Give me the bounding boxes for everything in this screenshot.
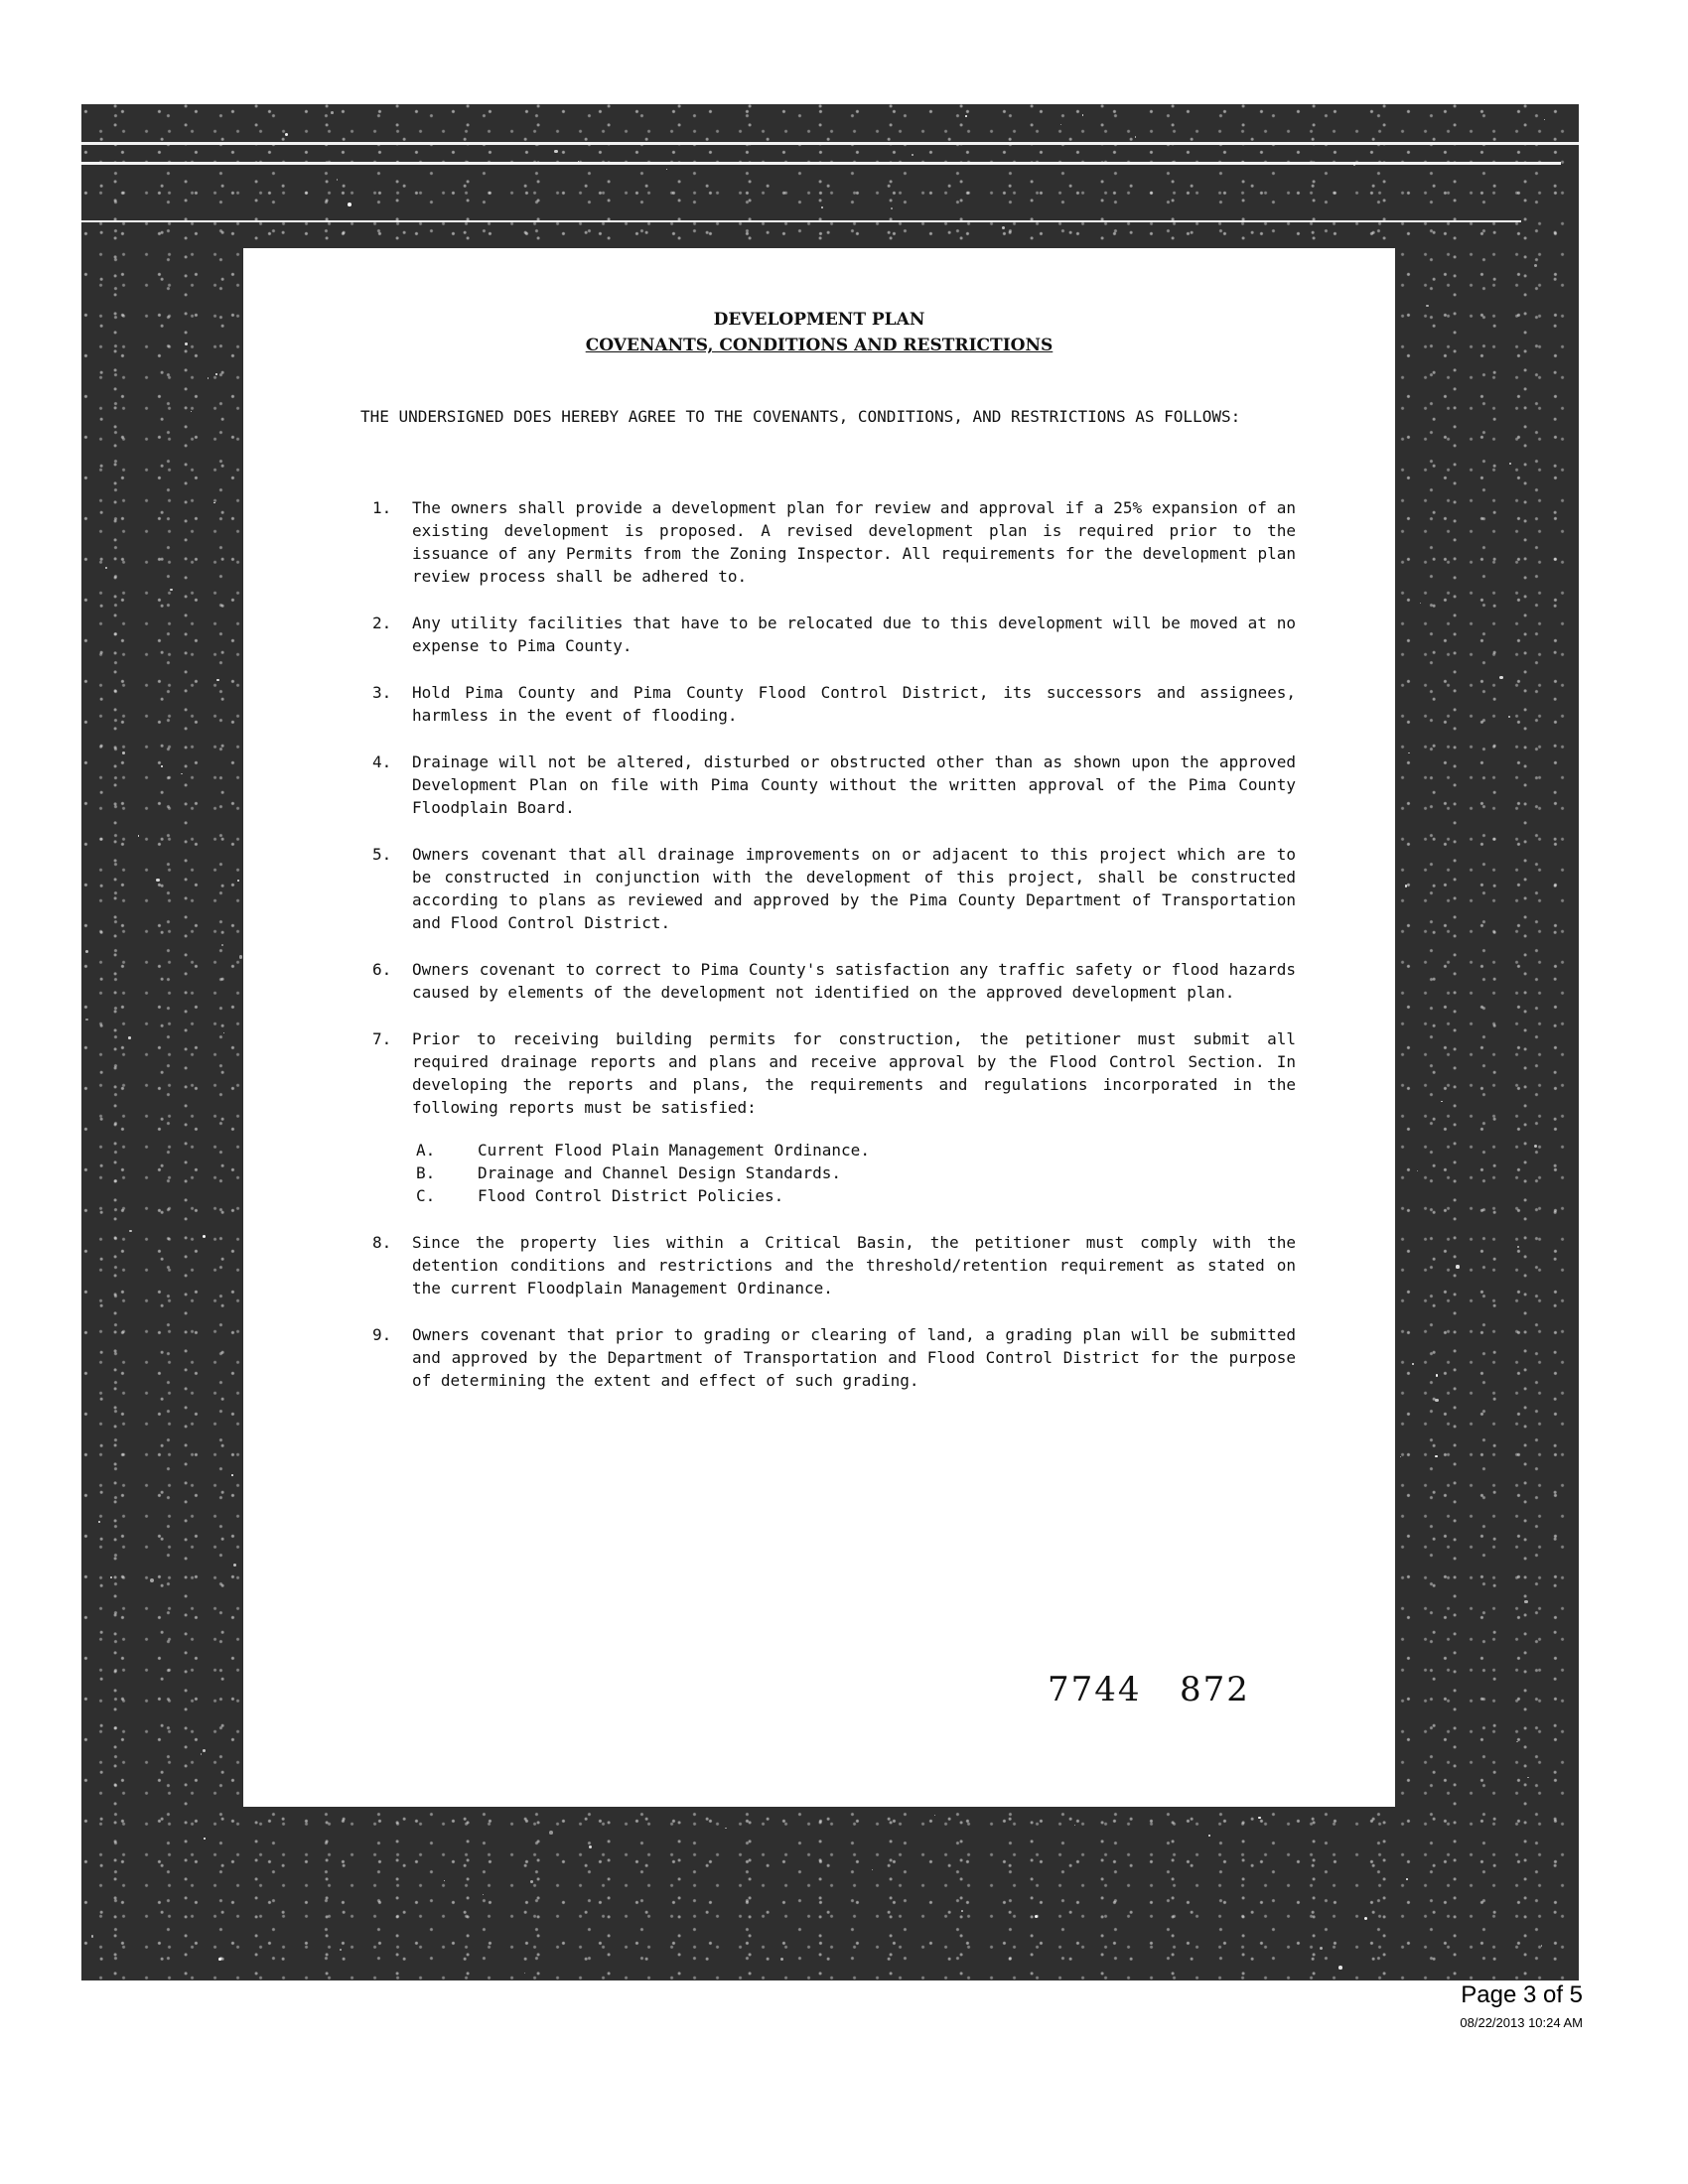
item-text: The owners shall provide a development plan for review and approval if a 25% expansion of an existing development is proposed. A revised development plan is required prior to the issuance of any Permits from the Zoning Inspector. All requirements for the development plan review process shall be adhered to. xyxy=(412,498,1296,586)
list-item xyxy=(372,958,1296,1004)
item-number: 8. xyxy=(372,1233,392,1252)
item-number: 9. xyxy=(372,1325,392,1344)
item-text: Owners covenant that prior to grading or clearing of land, a grading plan will be submitted and approved by the Department of Transportation and Flood Control District for the purpose of determining the extent and effect of such grading. xyxy=(412,1325,1296,1390)
scan-speck xyxy=(1060,124,1061,125)
document-title: DEVELOPMENT PLAN xyxy=(713,310,925,330)
scan-speck xyxy=(215,373,217,375)
scan-line xyxy=(81,220,1521,222)
scan-speck xyxy=(1435,1399,1439,1403)
list-item xyxy=(372,612,1296,657)
scan-speck xyxy=(1544,119,1545,120)
sub-item-text: Drainage and Channel Design Standards. xyxy=(478,1163,842,1182)
sub-item-text: Current Flood Plain Management Ordinance. xyxy=(478,1141,870,1160)
item-text: Drainage will not be altered, disturbed or obstructed other than as shown upon the approved Development Plan on file with Pima County without the written approval of the Pima County Floodplain Board. xyxy=(412,752,1296,817)
scan-speck xyxy=(239,955,242,958)
scan-speck xyxy=(331,111,334,114)
scan-speck xyxy=(1456,1265,1459,1268)
scan-speck xyxy=(185,342,188,345)
covenant-list xyxy=(372,496,1296,1416)
scan-speck xyxy=(191,411,192,412)
scan-speck xyxy=(213,502,214,503)
item-text: Prior to receiving building permits for construction, the petitioner must submit all required drainage reports and plans and receive approval by the Flood Control Section. In developing the reports and plans, the requirements and regulations incorporated in the following reports must be satisfied: xyxy=(412,1029,1296,1117)
sub-list xyxy=(416,1139,1296,1207)
scan-speck xyxy=(216,679,218,681)
intro-paragraph: THE UNDERSIGNED DOES HEREBY AGREE TO THE COVENANTS, CONDITIONS, AND RESTRICTIONS AS FOLLOWS: xyxy=(360,407,1241,426)
item-text: Hold Pima County and Pima County Flood Control District, its successors and assignees, harmless in the event of flooding. xyxy=(412,683,1296,725)
item-number: 1. xyxy=(372,498,392,517)
scan-speck xyxy=(530,1880,533,1883)
scan-speck xyxy=(122,751,125,754)
scan-line xyxy=(81,142,1579,145)
scan-speck xyxy=(218,1958,220,1960)
item-number: 6. xyxy=(372,960,392,979)
scan-speck xyxy=(285,133,288,136)
scan-speck xyxy=(1436,1374,1438,1376)
record-number: 7744 872 xyxy=(1048,1670,1250,1709)
scan-line xyxy=(81,162,1561,165)
scan-speck xyxy=(1135,136,1136,137)
sub-item xyxy=(416,1161,1296,1184)
scan-speck xyxy=(1524,1600,1528,1604)
scan-speck xyxy=(578,161,579,162)
scan-speck xyxy=(129,1230,131,1232)
scan-speck xyxy=(1258,1817,1261,1820)
list-item xyxy=(372,681,1296,727)
item-number: 7. xyxy=(372,1029,392,1048)
list-item xyxy=(372,496,1296,588)
scan-speck xyxy=(1509,463,1511,465)
item-body xyxy=(412,1027,1296,1207)
sub-item-letter: C. xyxy=(416,1186,436,1205)
scan-speck xyxy=(1426,305,1428,307)
item-text: Since the property lies within a Critical Basin, the petitioner must comply with the detention conditions and restrictions and the threshold/retention requirement as stated on the current Floodplain Management Ordinance. xyxy=(412,1233,1296,1297)
sub-item-letter: B. xyxy=(416,1163,436,1182)
list-item xyxy=(372,1027,1296,1207)
item-number: 3. xyxy=(372,683,392,702)
page-indicator: Page 3 of 5 xyxy=(1461,1981,1583,2008)
sub-item xyxy=(416,1184,1296,1207)
timestamp: 08/22/2013 10:24 AM xyxy=(1460,2015,1583,2030)
document-page xyxy=(243,248,1395,1807)
scan-speck xyxy=(1499,676,1503,680)
list-item xyxy=(372,751,1296,819)
item-number: 5. xyxy=(372,845,392,864)
scan-speck xyxy=(1035,1915,1038,1918)
list-item xyxy=(372,1231,1296,1299)
sub-item-text: Flood Control District Policies. xyxy=(478,1186,784,1205)
scan-speck xyxy=(201,1753,202,1754)
scan-speck xyxy=(208,377,209,378)
item-number: 4. xyxy=(372,752,392,771)
item-text: Owners covenant to correct to Pima County's satisfaction any traffic safety or flood hazards caused by elements of the development not identified on the approved development plan. xyxy=(412,960,1296,1002)
sub-item xyxy=(416,1139,1296,1161)
list-item xyxy=(372,1323,1296,1392)
scan-speck xyxy=(170,589,172,591)
sub-item-letter: A. xyxy=(416,1141,436,1160)
scan-speck xyxy=(589,1845,592,1848)
item-text: Any utility facilities that have to be relocated due to this development will be moved at no expense to Pima County. xyxy=(412,614,1296,655)
document-subtitle: COVENANTS, CONDITIONS AND RESTRICTIONS xyxy=(585,336,1054,355)
scan-speck xyxy=(203,1749,206,1752)
list-item xyxy=(372,843,1296,934)
scan-speck xyxy=(237,880,239,882)
scan-speck xyxy=(128,1036,130,1038)
scan-speck xyxy=(85,1019,87,1021)
scan-speck xyxy=(821,206,823,208)
scan-speck xyxy=(105,567,106,568)
scan-speck xyxy=(1516,1741,1518,1743)
item-number: 2. xyxy=(372,614,392,632)
item-text: Owners covenant that all drainage improvements on or adjacent to this project which are to be constructed in conjunction with the development of this project, shall be constructed according to plans as reviewed and approved by the Pima County Department of Transportation and Flood Control District. xyxy=(412,845,1296,932)
scan-speck xyxy=(1338,1966,1342,1970)
scan-speck xyxy=(1435,1455,1437,1457)
scan-speck xyxy=(156,879,159,882)
